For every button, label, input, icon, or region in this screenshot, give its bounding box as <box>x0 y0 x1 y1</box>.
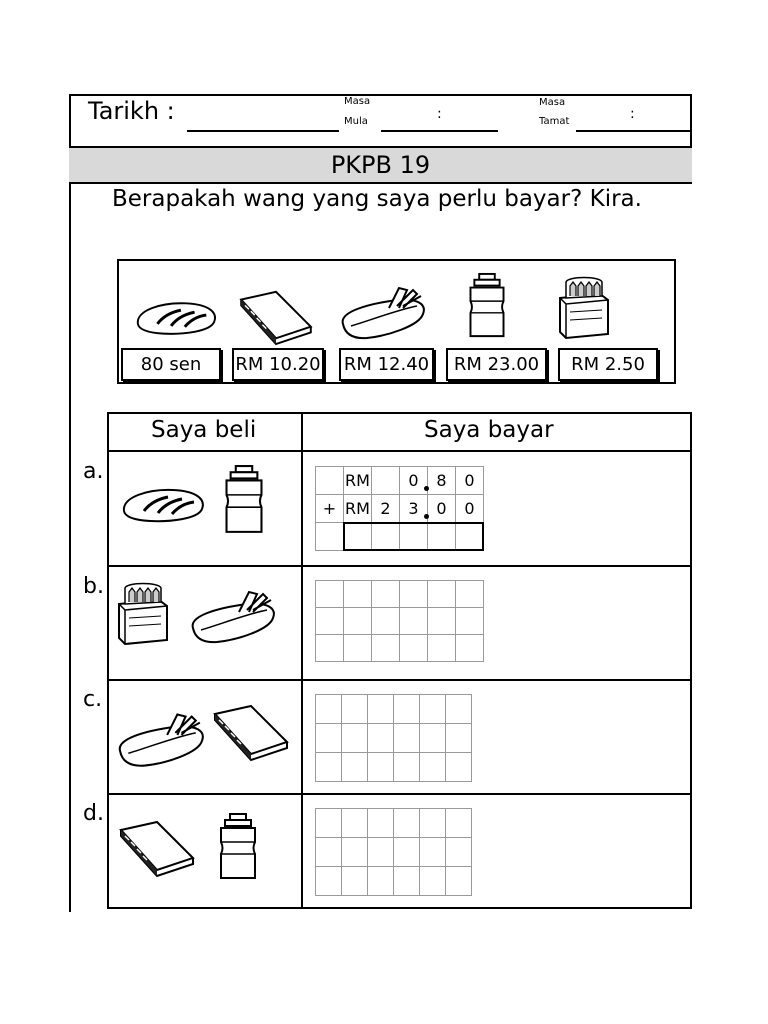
book-icon <box>211 702 291 762</box>
calculation-grid-c[interactable] <box>315 694 472 782</box>
pencil-case-icon <box>114 706 206 772</box>
answer-box-a[interactable] <box>343 522 484 551</box>
table-row-divider <box>107 565 692 567</box>
grid-cell: 3 <box>400 495 428 523</box>
price-tag-pencil-case: RM 12.40 <box>339 348 434 381</box>
grid-cell: + <box>316 495 344 523</box>
start-time-separator: : <box>437 106 442 122</box>
crayon-box-icon <box>113 580 173 646</box>
column-header-pay: Saya bayar <box>424 417 554 443</box>
column-header-buy: Saya beli <box>151 417 257 443</box>
crayon-box-icon <box>554 274 614 340</box>
grid-cell <box>316 467 344 495</box>
price-tag-bread: 80 sen <box>121 348 221 381</box>
bread-icon <box>132 297 220 339</box>
date-field[interactable] <box>187 130 339 132</box>
end-time-separator: : <box>630 106 635 122</box>
grid-cell: 0 <box>456 495 484 523</box>
sheet-frame-left <box>69 94 71 912</box>
bottle-icon <box>462 272 512 340</box>
book-icon <box>117 818 197 878</box>
row-label-b: b. <box>83 574 104 599</box>
date-label: Tarikh : <box>88 97 175 125</box>
row-label-d: d. <box>83 801 104 826</box>
grid-cell: 2 <box>372 495 400 523</box>
worksheet-title <box>69 146 692 184</box>
calculation-grid-d[interactable] <box>315 808 472 896</box>
grid-cell <box>372 467 400 495</box>
grid-cell: 8 <box>428 467 456 495</box>
table-divider-vertical <box>301 412 303 909</box>
title-text: PKPB 19 <box>330 151 431 179</box>
grid-cell: RM <box>344 495 372 523</box>
question-text: Berapakah wang yang saya perlu bayar? Kira. <box>112 186 642 212</box>
decimal-point <box>424 514 429 519</box>
grid-cell: 0 <box>400 467 428 495</box>
row-label-c: c. <box>83 687 103 712</box>
pencil-case-icon <box>187 584 277 648</box>
sheet-frame-right <box>690 94 692 146</box>
table-header-divider <box>107 450 692 452</box>
grid-cell: 0 <box>428 495 456 523</box>
bottle-icon <box>218 464 270 536</box>
bread-icon <box>118 485 208 525</box>
book-icon <box>237 288 315 346</box>
grid-cell: RM <box>344 467 372 495</box>
bottle-icon <box>212 812 264 882</box>
grid-cell: 0 <box>456 467 484 495</box>
table-row-divider <box>107 793 692 795</box>
start-time-label-2: Mula <box>344 116 368 127</box>
pencil-case-icon <box>337 280 427 344</box>
start-time-field[interactable] <box>381 130 498 132</box>
price-tag-crayon-box: RM 2.50 <box>558 348 658 381</box>
start-time-label-1: Masa <box>344 96 371 107</box>
decimal-point <box>424 486 429 491</box>
price-tag-bottle: RM 23.00 <box>446 348 547 381</box>
sheet-frame-top <box>69 94 692 96</box>
answer-cell[interactable] <box>316 523 344 551</box>
calculation-grid-b[interactable] <box>315 580 484 662</box>
end-time-label-2: Tamat <box>539 116 570 127</box>
table-row-divider <box>107 679 692 681</box>
end-time-label-1: Masa <box>539 97 566 108</box>
row-label-a: a. <box>83 459 104 484</box>
price-tag-book: RM 10.20 <box>232 348 324 381</box>
end-time-field[interactable] <box>576 130 690 132</box>
